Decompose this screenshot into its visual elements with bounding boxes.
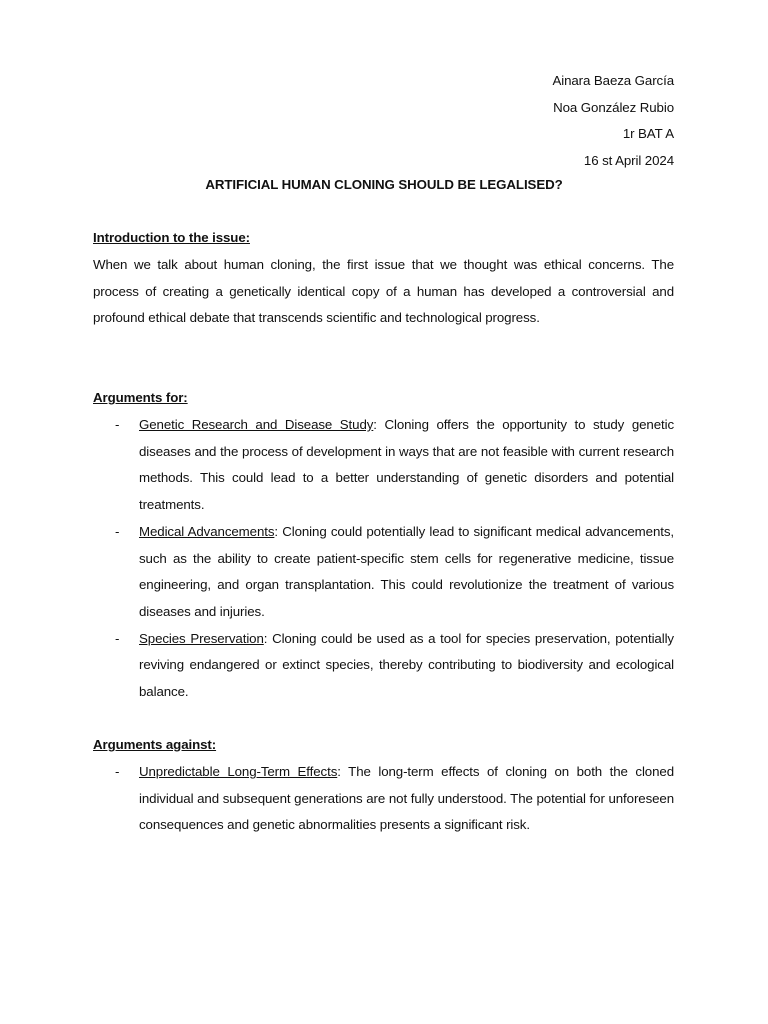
argument-description: : Cloning could be used as a tool for species preservation, potentially reviving endangered or extinct species, thereby contributing to biodiversity and ecological balance. bbox=[139, 630, 674, 700]
list-item-text bbox=[139, 519, 674, 626]
argument-description: : The long-term effects of cloning on both the cloned individual and subsequent generations are not fully understood. The potential for unforeseen consequences and genetic abnormalities presents a significant risk. bbox=[139, 764, 674, 833]
introduction-heading: Introduction to the issue: bbox=[93, 230, 250, 245]
argument-description: : Cloning offers the opportunity to study genetic diseases and the process of development in ways that are not feasible with current research methods. This could lead to a better understanding of genetic disorders and potential treatments. bbox=[139, 417, 674, 513]
argument-term: Species Preservation bbox=[139, 630, 264, 646]
document-title: ARTIFICIAL HUMAN CLONING SHOULD BE LEGALISED? bbox=[205, 177, 563, 192]
list-item bbox=[93, 412, 674, 519]
list-item-text bbox=[139, 759, 674, 839]
list-dash: - bbox=[115, 630, 120, 646]
list-dash: - bbox=[115, 764, 120, 779]
document-header bbox=[552, 68, 674, 175]
arguments-against-heading: Arguments against: bbox=[93, 737, 217, 752]
argument-term: Unpredictable Long-Term Effects bbox=[139, 764, 338, 779]
list-item bbox=[93, 519, 674, 626]
list-item-text bbox=[139, 412, 674, 519]
arguments-for-heading: Arguments for: bbox=[93, 390, 188, 405]
list-dash: - bbox=[115, 523, 120, 539]
introduction-paragraph: When we talk about human cloning, the first issue that we thought was ethical concerns. The process of creating a genetically identical copy of a human has developed a controversial and profound ethical debate that transcends scientific and technological progress. bbox=[93, 257, 674, 326]
list-item bbox=[93, 626, 674, 706]
list-dash: - bbox=[115, 417, 120, 432]
arguments-for-list bbox=[93, 412, 674, 706]
class-label: 1r BAT A bbox=[622, 126, 674, 142]
author-name: Ainara Baeza García bbox=[552, 73, 674, 88]
argument-description: : Cloning could potentially lead to significant medical advancements, such as the ability to create patient-specific stem cells for regenerative medicine, tissue engineering, and organ transplantation. This could revolutionize the treatment of various diseases and injuries. bbox=[139, 523, 674, 619]
author-name: Noa González Rubio bbox=[553, 99, 674, 115]
argument-term: Medical Advancements bbox=[139, 523, 275, 539]
document-date: 16 st April 2024 bbox=[583, 153, 674, 169]
list-item bbox=[93, 759, 674, 839]
arguments-against-list bbox=[93, 759, 674, 839]
list-item-text bbox=[139, 626, 674, 706]
argument-term: Genetic Research and Disease Study bbox=[139, 417, 374, 432]
